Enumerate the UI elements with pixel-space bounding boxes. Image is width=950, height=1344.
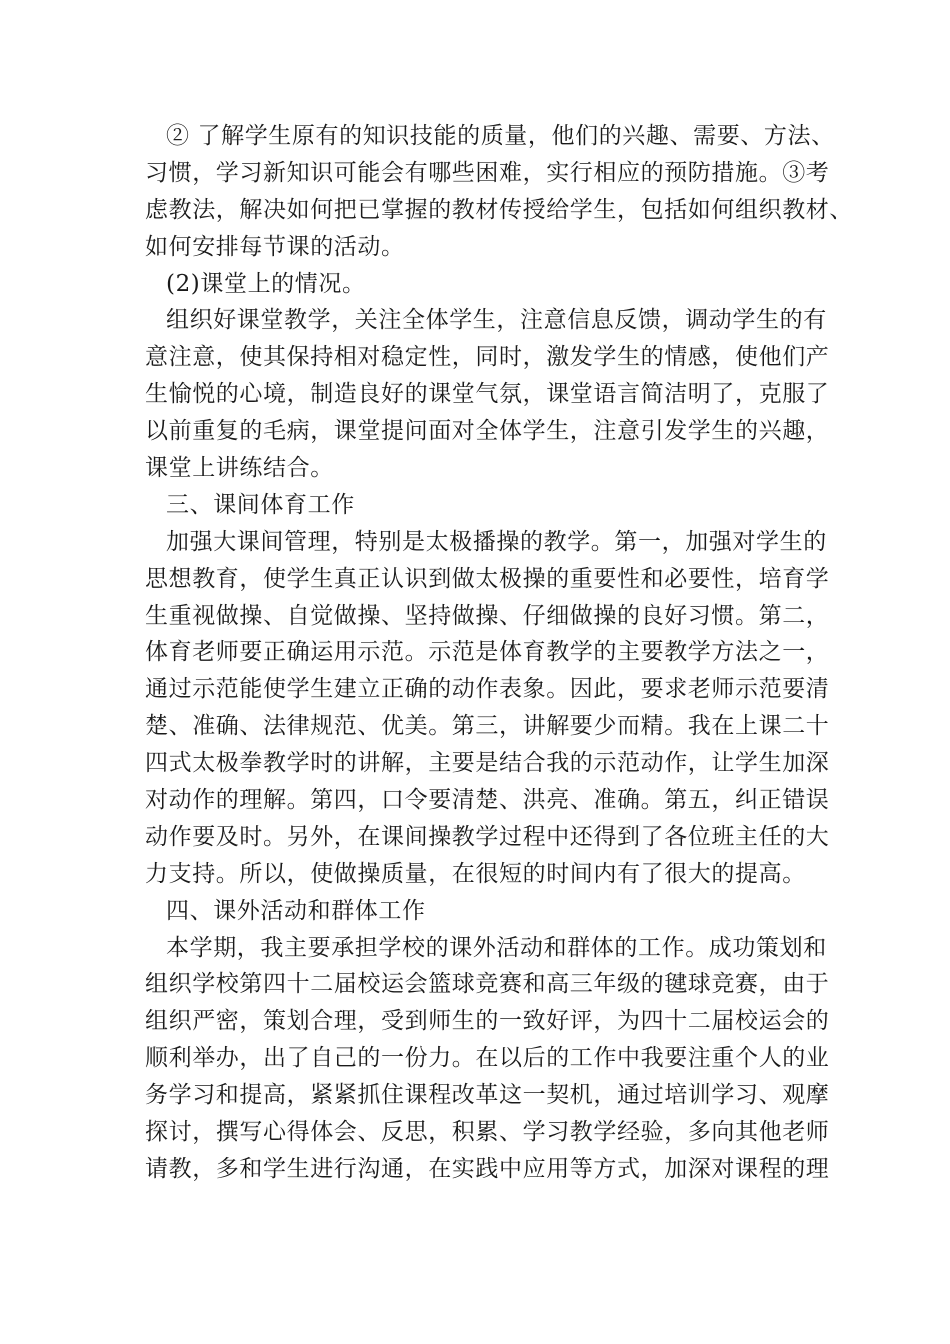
paragraph-line: 四式太极拳教学时的讲解，主要是结合我的示范动作，让学生加深 bbox=[145, 750, 830, 777]
paragraph-line: 生愉悦的心境，制造良好的课堂气氛，课堂语言简洁明了，克服了 bbox=[145, 381, 830, 408]
paragraph-line: 组织严密，策划合理，受到师生的一致好评，为四十二届校运会的 bbox=[145, 1008, 830, 1035]
paragraph-line: 体育老师要正确运用示范。示范是体育教学的主要教学方法之一， bbox=[145, 639, 830, 666]
paragraph-line: 如何安排每节课的活动。 bbox=[145, 233, 405, 260]
paragraph-line: 加强大课间管理，特别是太极播操的教学。第一，加强对学生的 bbox=[166, 528, 827, 555]
paragraph-line: 意注意，使其保持相对稳定性，同时，激发学生的情感，使他们产 bbox=[145, 344, 830, 371]
paragraph-line: 请教，多和学生进行沟通，在实践中应用等方式，加深对课程的理 bbox=[145, 1155, 830, 1182]
paragraph-line: 组织好课堂教学，关注全体学生，注意信息反馈，调动学生的有 bbox=[166, 307, 827, 334]
paragraph-line: 务学习和提高，紧紧抓住课程改革这一契机，通过培训学习、观摩 bbox=[145, 1082, 830, 1109]
paragraph-line: 虑教法，解决如何把已掌握的教材传授给学生，包括如何组织教材、 bbox=[145, 196, 853, 223]
paragraph-line: 力支持。所以，使做操质量，在很短的时间内有了很大的提高。 bbox=[145, 860, 806, 887]
paragraph-line: 课堂上讲练结合。 bbox=[145, 455, 334, 482]
section-heading: 三、课间体育工作 bbox=[166, 491, 355, 518]
paragraph-line: 通过示范能使学生建立正确的动作表象。因此，要求老师示范要清 bbox=[145, 676, 830, 703]
paragraph-line: ② 了解学生原有的知识技能的质量，他们的兴趣、需要、方法、 bbox=[166, 123, 835, 149]
paragraph-line: 探讨，撰写心得体会、反思，积累、学习教学经验，多向其他老师 bbox=[145, 1119, 830, 1146]
paragraph-line: 习惯，学习新知识可能会有哪些困难，实行相应的预防措施。③考 bbox=[145, 159, 830, 186]
paragraph-line: 对动作的理解。第四，口令要清楚、洪亮、准确。第五，纠正错误 bbox=[145, 787, 830, 814]
paragraph-line: 楚、准确、法律规范、优美。第三，讲解要少而精。我在上课二十 bbox=[145, 713, 830, 740]
subsection-heading: (2)课堂上的情况。 bbox=[166, 270, 366, 297]
paragraph-line: 组织学校第四十二届校运会篮球竞赛和高三年级的毽球竞赛，由于 bbox=[145, 971, 830, 998]
paragraph-line: 思想教育，使学生真正认识到做太极操的重要性和必要性，培育学 bbox=[145, 565, 830, 592]
paragraph-line: 以前重复的毛病，课堂提问面对全体学生，注意引发学生的兴趣， bbox=[145, 418, 830, 445]
paragraph-line: 动作要及时。另外，在课间操教学过程中还得到了各位班主任的大 bbox=[145, 823, 830, 850]
paragraph-line: 生重视做操、自觉做操、坚持做操、仔细做操的良好习惯。第二， bbox=[145, 602, 830, 629]
section-heading: 四、课外活动和群体工作 bbox=[166, 897, 426, 924]
paragraph-line: 顺利举办，出了自己的一份力。在以后的工作中我要注重个人的业 bbox=[145, 1045, 830, 1072]
document-body bbox=[145, 118, 853, 1188]
paragraph-line: 本学期，我主要承担学校的课外活动和群体的工作。成功策划和 bbox=[166, 934, 827, 961]
